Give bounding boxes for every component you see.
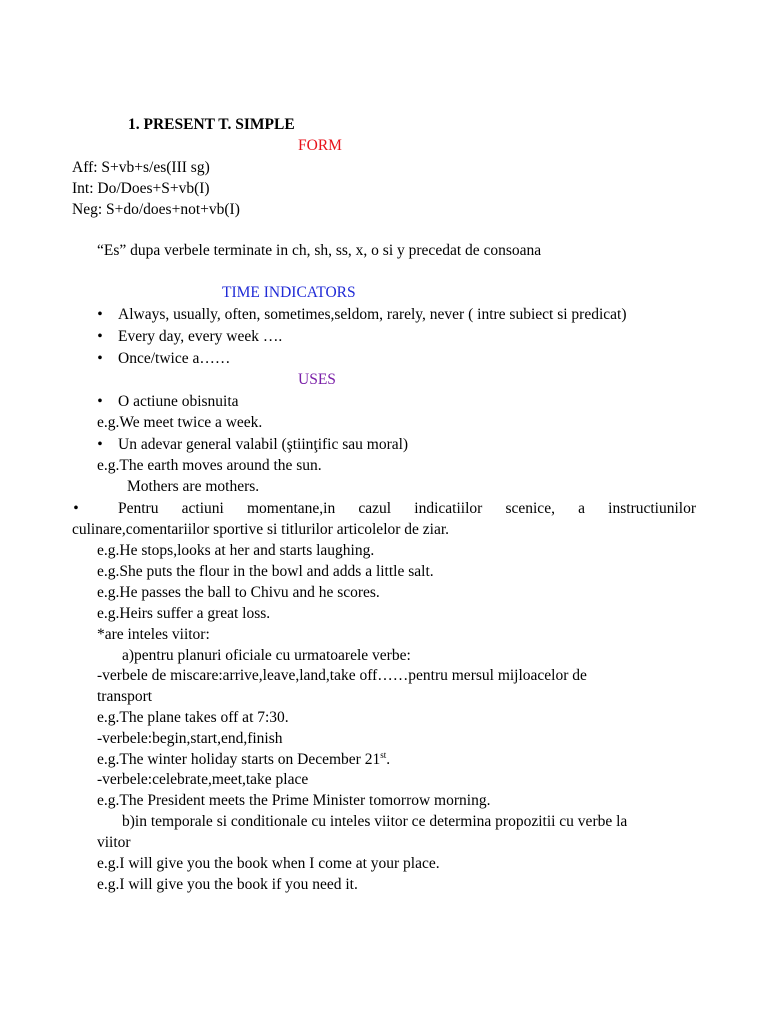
future-meaning-heading: *are inteles viitor: bbox=[97, 626, 210, 643]
use-habitual: O actiune obisnuita bbox=[118, 393, 239, 410]
use-momentary-example: e.g.Heirs suffer a great loss. bbox=[97, 605, 271, 622]
es-note: “Es” dupa verbele terminate in ch, sh, ss, x, o si y precedat de consoana bbox=[97, 242, 542, 259]
time-indicator-item: Always, usually, often, sometimes,seldom, rarely, never ( intre subiect si predicat) bbox=[118, 306, 627, 323]
bullet-icon: • bbox=[97, 350, 103, 367]
page-title: 1. PRESENT T. SIMPLE bbox=[128, 116, 295, 133]
sentence-period: . bbox=[386, 751, 391, 768]
use-habitual-example: e.g.We meet twice a week. bbox=[97, 414, 263, 431]
bullet-icon: • bbox=[97, 393, 103, 410]
bullet-icon: • bbox=[97, 328, 103, 345]
temporal-conditional-line: viitor bbox=[97, 834, 131, 851]
use-general-truth: Un adevar general valabil (ştiinţific sau moral) bbox=[118, 436, 409, 453]
official-plans-heading: a)pentru planuri oficiale cu urmatoarele verbe: bbox=[122, 647, 411, 664]
uses-heading: USES bbox=[298, 371, 336, 388]
temporal-conditional-example: e.g.I will give you the book if you need it. bbox=[97, 876, 358, 893]
begin-verbs-example-text: e.g.The winter holiday starts on December 21 bbox=[97, 751, 381, 768]
motion-verbs-line: transport bbox=[97, 688, 153, 705]
form-interrogative: Int: Do/Does+S+vb(I) bbox=[72, 180, 210, 197]
use-momentary-example: e.g.She puts the flour in the bowl and adds a little salt. bbox=[97, 563, 434, 580]
celebrate-verbs-example: e.g.The President meets the Prime Minister tomorrow morning. bbox=[97, 792, 491, 809]
use-momentary-example: e.g.He passes the ball to Chivu and he scores. bbox=[97, 584, 380, 601]
form-negative: Neg: S+do/does+not+vb(I) bbox=[72, 201, 240, 218]
ordinal-suffix: st bbox=[380, 749, 387, 760]
time-indicator-item: Every day, every week …. bbox=[118, 328, 283, 345]
use-general-truth-example: Mothers are mothers. bbox=[127, 478, 260, 495]
bullet-icon: • bbox=[73, 500, 79, 517]
begin-verbs-example bbox=[97, 750, 390, 770]
temporal-conditional-line: b)in temporale si conditionale cu inteles viitor ce determina propozitii cu verbe la bbox=[122, 813, 628, 830]
use-general-truth-example: e.g.The earth moves around the sun. bbox=[97, 457, 322, 474]
motion-verbs-line: -verbele de miscare:arrive,leave,land,take off……pentru mersul mijloacelor de bbox=[97, 667, 587, 684]
use-momentary-example: e.g.He stops,looks at her and starts laughing. bbox=[97, 542, 375, 559]
time-indicators-heading: TIME INDICATORS bbox=[222, 284, 356, 301]
bullet-icon: • bbox=[97, 306, 103, 323]
form-heading: FORM bbox=[298, 137, 342, 154]
bullet-icon: • bbox=[97, 436, 103, 453]
temporal-conditional-example: e.g.I will give you the book when I come at your place. bbox=[97, 855, 440, 872]
form-affirmative: Aff: S+vb+s/es(III sg) bbox=[72, 159, 210, 176]
time-indicator-item: Once/twice a…… bbox=[118, 350, 231, 367]
use-momentary-line: culinare,comentariilor sportive si titlurilor articolelor de ziar. bbox=[72, 521, 450, 538]
celebrate-verbs-line: -verbele:celebrate,meet,take place bbox=[97, 771, 309, 788]
begin-verbs-line: -verbele:begin,start,end,finish bbox=[97, 730, 283, 747]
motion-verbs-example: e.g.The plane takes off at 7:30. bbox=[97, 709, 289, 726]
use-momentary-line: Pentru actiuni momentane,in cazul indicatiilor scenice, a instructiunilor bbox=[118, 500, 696, 517]
